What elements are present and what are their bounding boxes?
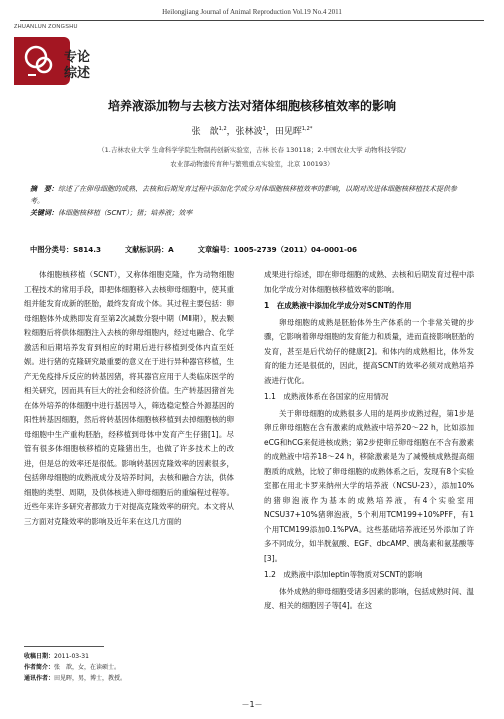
affiliation-line: 农业部动物遗传育种与繁殖重点实验室，北京 100193） [170, 160, 334, 168]
footnote-text: 张 歆，女，在读硕士。 [54, 664, 121, 671]
classification-row [30, 245, 470, 255]
body-paragraph: 卵母细胞的成熟是胚胎体外生产体系的一个非常关键的步骤，它影响着卵母细胞的发育能力和质量，进而直接影响胚胎的发育，甚至是后代幼仔的健康[2]。和体内的成熟相比，体外发育的能力还是很低的，因此，提高SCNT的效率必须对成熟培养液进行优化。 [264, 317, 474, 385]
body-paragraph: 体外成熟的卵母细胞受诸多因素的影响，包括成熟时间、温度、相关的细胞因子等[4]。在这 [264, 586, 474, 610]
author-name: 张 歆 [191, 127, 219, 137]
section-badge [14, 37, 70, 85]
right-column [264, 268, 474, 614]
footnote-label: 通讯作者： [24, 675, 55, 682]
author-affil: 1,2 [218, 126, 227, 132]
footnote-label: 作者简介： [24, 664, 55, 671]
body-paragraph: 关于卵母细胞的成熟很多人用的是两步成熟过程，第1步是卵丘卵母细胞在含有激素的成熟液中培养20～22 h，比如添加eCG和hCG来促进核成熟；第2步使卵丘卵母细胞在不含有激素的成熟液中培养18～24 h，移除激素是为了减慢核成熟提高细胞质的成熟，比较了卵母细胞的成熟体系之后，发现有8个实验室都在用北卡罗来纳州大学的培养液（NCSU-23），添加10%的猪卵泡液作为基本的成熟培养液，有4个实验室用NCSU37+10%猪卵泡液，5个利用TCM199+10%PFF，有1个用TCM199添加0.1%PVA。这些基础培养液还另外添加了许多不同成分，如半胱氨酸、EGF、dbcAMP、胰岛素和氨基酸等[3]。 [264, 408, 474, 563]
footnotes [24, 651, 234, 684]
section-label-line1: 专论 [64, 50, 91, 65]
footnote-text: 田见晖，男，博士，教授。 [54, 675, 127, 682]
header-rule [20, 20, 484, 21]
affiliations [60, 143, 444, 171]
abstract [30, 183, 470, 207]
subsection-heading: 1.2 成熟液中添加leptin等物质对SCNT的影响 [264, 570, 423, 579]
body-paragraph: 体细胞核移植（SCNT），又称体细胞克隆，作为动物细胞工程技术的常用手段，即把体细胞移入去核卵母细胞中，使其重组并能发育成新的胚胎，最终发育成个体。其过程主要包括：卵母细胞体外成熟即发育至第2次减数分裂中期（MⅡ期），脱去颗粒细胞后将供体细胞注入去核的卵母细胞内，经过电融合、化学激活和后期培养发育到相应的时期后进行移植到受体内直至妊娠。进行猪的克隆研究最重要的意义在于进行异种器官移植，生产无免疫排斥反应的转基因猪，将其器官应用于人类临床医学的相关研究，因而具有巨大的社会和经济价值。生产转基因猪首先在体外培养的体细胞中进行基因导入，筛选稳定整合外源基因的阳性转基因细胞，然后将转基因体细胞核移植到去掉细胞核的卵母细胞中生产重构胚胎，经移植到母体中发育产生仔猪[1]。尽管有很多体细胞核移植的克隆猪出生，也做了许多技术上的改进，但是总的效率还是很低。影响转基因克隆效率的因素很多，包括卵母细胞的成熟液成分及培养时间，去核和融合方法，供体细胞的类型、周期，及供体核进入卵母细胞后的重编程过程等。近些年来许多研究者都致力于对提高克隆效率的研究。本文将从三方面对克隆效率的影响及近年来在这几方面的 [24, 270, 234, 526]
section-brand: ZHUANLUN ZONGSHU [14, 24, 78, 30]
footnote-text: 2011-03-31 [54, 653, 89, 660]
document-code: 文献标识码：A [125, 245, 174, 254]
section-heading: 1 在成熟液中添加化学成分对SCNT的作用 [264, 301, 412, 310]
footnote-label: 收稿日期： [24, 653, 55, 660]
keywords-label: 关键词： [30, 209, 58, 217]
left-column [24, 268, 234, 529]
article-title: 培养液添加物与去核方法对猪体细胞核移植效率的影响 [107, 99, 396, 113]
article-number: 文章编号：1005-2739（2011）04-0001-06 [197, 245, 358, 254]
footnote-rule [24, 646, 104, 647]
affiliation-line: （1.吉林农业大学 生命科学学院生物制药创新实验室，吉林 长春 130118；2.中国农业大学 动物科技学院/ [98, 146, 406, 154]
keywords [30, 207, 470, 219]
section-label [64, 50, 90, 82]
footnote-received [24, 651, 234, 662]
section-label-line2: 综述 [64, 66, 91, 81]
column-logo-icon [14, 37, 70, 85]
footnote-author [24, 662, 234, 673]
body-paragraph: 成果进行综述，即在卵母细胞的成熟、去核和后期发育过程中添加化学成分对体细胞核移植效率的影响。 [264, 270, 474, 294]
author-name: 张林波 [235, 127, 263, 137]
clc-number: 中图分类号：S814.3 [30, 245, 102, 254]
author-affil: 1 [262, 126, 266, 132]
author-name: 田见晖 [274, 127, 302, 137]
journal-header: Heilongjiang Journal of Animal Reproduction Vol.19 No.4 2011 [162, 8, 342, 16]
author-affil: 1,2* [301, 126, 313, 132]
page-number: －1－ [241, 700, 263, 709]
keywords-text: 体细胞核移植（SCNT）；猪；培养液；效率 [58, 209, 193, 217]
footnote-corresponding [24, 673, 234, 684]
abstract-text: 综述了在卵母细胞的成熟、去核和后期发育过程中添加化学成分对体细胞核移植效率的影响，以期对改进体细胞核移植技术提供参考。 [30, 185, 457, 205]
abstract-label: 摘 要： [30, 185, 58, 193]
abstract-block [30, 183, 470, 219]
subsection-heading: 1.1 成熟液体系在各国家的应用情况 [264, 392, 389, 401]
author-list: 张 歆$^{1,2}$，张林波$^1$，田见晖$^{1,2*}$ [191, 126, 313, 137]
